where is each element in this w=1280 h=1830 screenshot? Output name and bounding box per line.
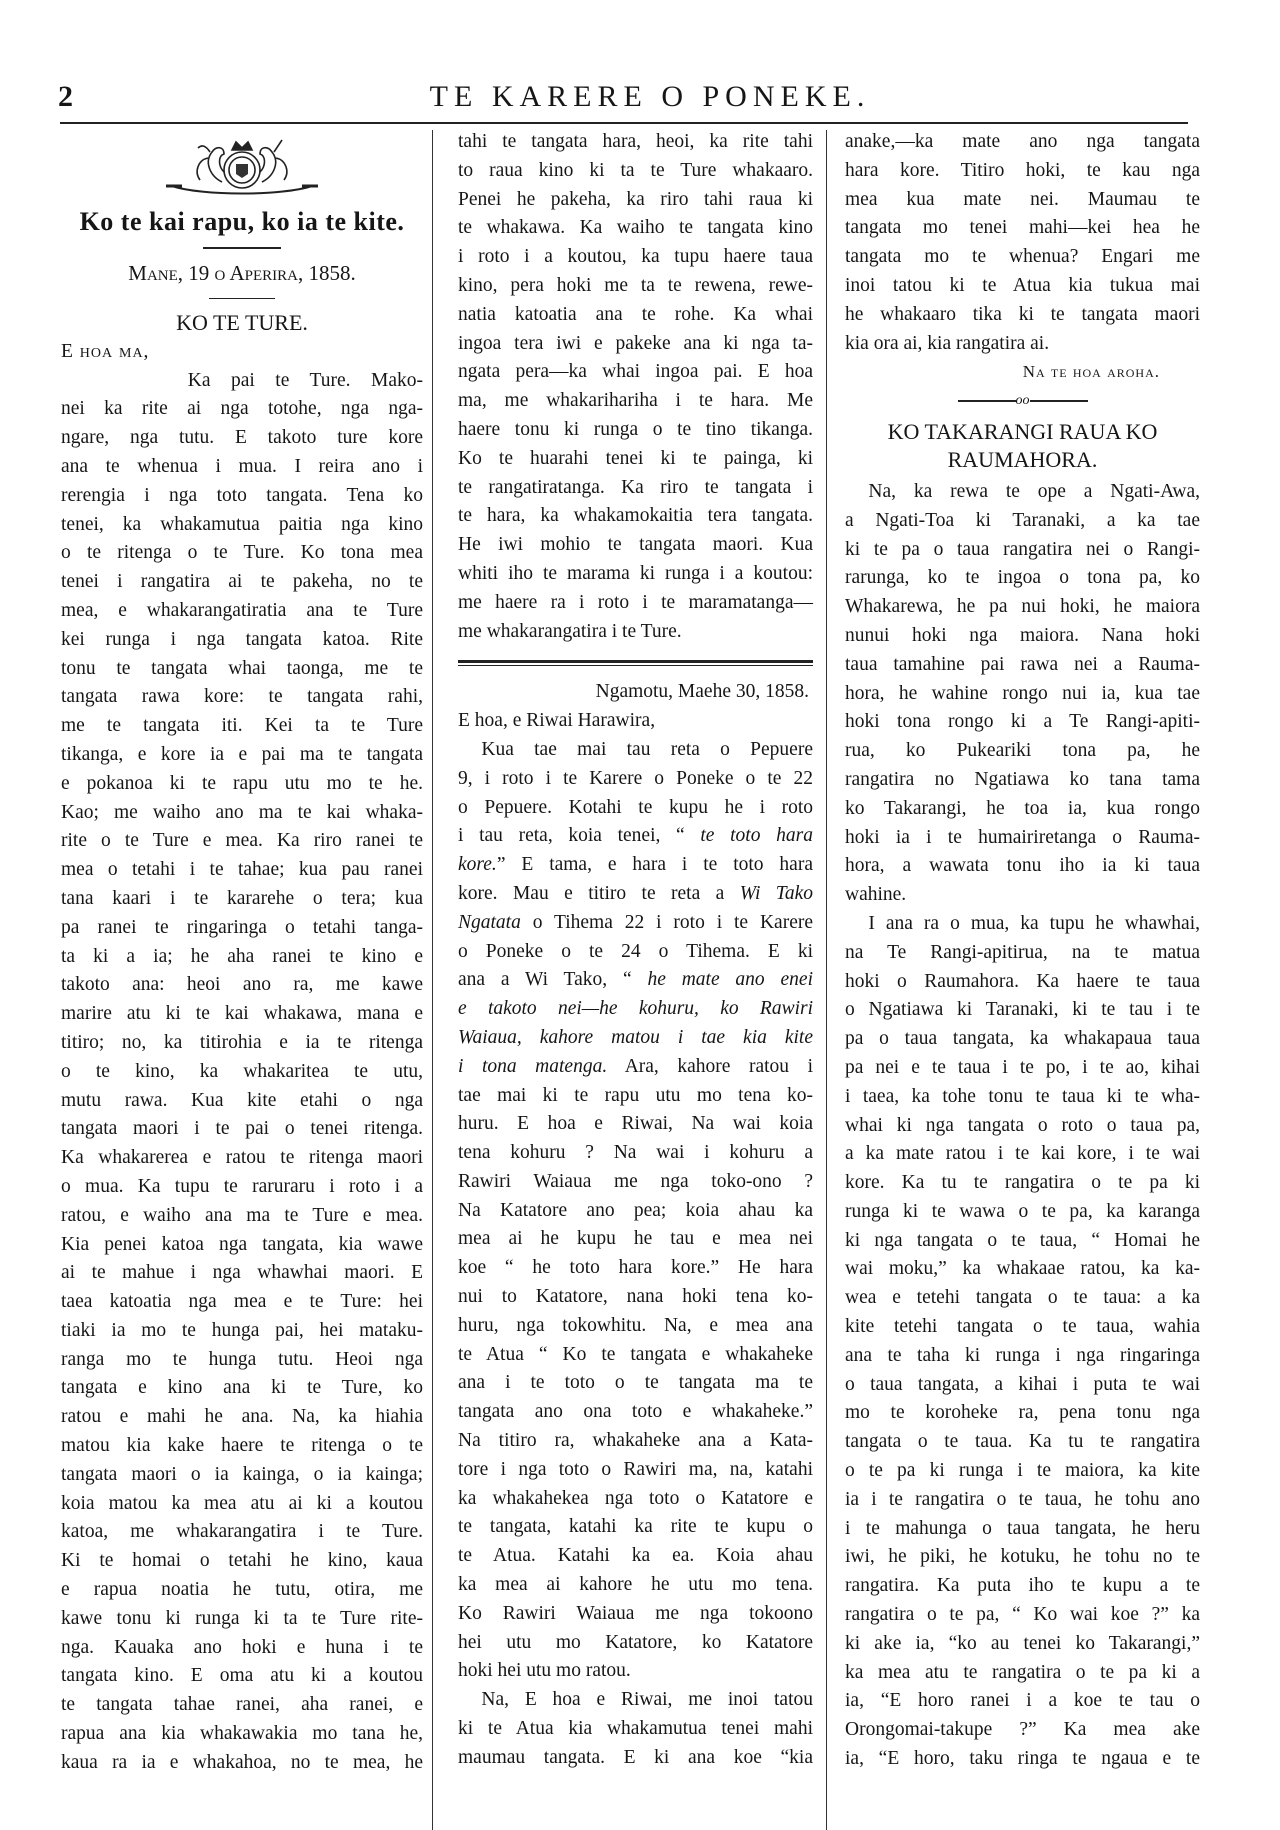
text-segment: kore. Mau e titiro te reta a [458, 882, 740, 904]
text-segment: ana a Wi Tako, “ [458, 969, 648, 991]
text-line: matou kia kake haere te ritenga o te [61, 1435, 423, 1457]
text-segment: hoki hei utu mo ratou. [458, 1660, 631, 1682]
text-line: rite o te Ture e mea. Ka riro ranei te [61, 830, 423, 852]
text-line: Ka pai te Ture. Mako- [187, 369, 423, 391]
text-line: ia, “E horo ranei i a koe te tau o [845, 1690, 1200, 1712]
letter-place-date: Ngamotu, Maehe 30, 1858. [595, 681, 809, 703]
text-line: rapua ana kia whakawakia mo tana he, [61, 1723, 423, 1745]
text-line [458, 1657, 813, 1686]
text-line: runga ki te wawa o te pa, ka karanga [845, 1200, 1200, 1222]
text-line: to raua kino ki ta te Ture whakaaro. [458, 159, 813, 181]
text-line: ko Takarangi, he toa ia, kua rongo [845, 797, 1200, 819]
text-line [458, 794, 813, 823]
text-line: mutu rawa. Kua kite etahi o nga [61, 1089, 423, 1111]
ornament: oo [1015, 393, 1030, 409]
letter-salutation: E hoa, e Riwai Harawira, [458, 710, 656, 732]
text-line: na Te Rangi-apitirua, na te matua [845, 941, 1200, 963]
column-divider [432, 130, 433, 1830]
text-line: anake,—ka mate ano nga tangata [845, 131, 1200, 152]
text-line: rangatira. Ka puta iho te kupu a te [845, 1575, 1200, 1597]
text-segment: Na Katatore ano pea; koia ahau ka [458, 1199, 813, 1221]
text-line: whai ki nga tangata o roto o taua pa, [845, 1114, 1200, 1136]
text-line [458, 1110, 813, 1139]
motto: Ko te kai rapu, ko ia te kite. [79, 207, 405, 236]
text-segment: Rawiri Waiaua me nga toko-ono ? [458, 1170, 813, 1192]
text-line: i te mahunga o taua tangata, he heru [845, 1517, 1200, 1539]
text-line: a ka mate ratou i te kai kore, i te wai [845, 1143, 1200, 1165]
salutation: E hoa ma, [61, 340, 150, 362]
text-line: wea e tetehi tangata o te taua: a ka [845, 1287, 1200, 1309]
text-line [458, 851, 813, 880]
text-line: I ana ra o mua, ka tupu he whawhai, [868, 912, 1200, 934]
text-line: Orongomai-takupe ?” Ka mea ake [845, 1719, 1200, 1741]
text-line: tangata maori i te pai o tenei ritenga. [61, 1118, 423, 1140]
letter-body-continued [845, 128, 1200, 358]
text-line: Ka whakarerea e ratou te ritenga maori [61, 1147, 423, 1169]
text-line: ngare, nga tutu. E takoto ture kore [61, 427, 423, 449]
text-line: hora, he wahine rongo nui ia, kua tae [845, 682, 1200, 704]
text-line: pa o taua tangata, ka whakapaua taua [845, 1028, 1200, 1050]
text-line: ki nga tangata o te taua, “ Homai he [845, 1229, 1200, 1251]
text-line: kino, pera hoki me ta te rewena, rewe- [458, 274, 813, 296]
text-line: tenei i rangatira ai te pakeha, no te [61, 571, 423, 593]
text-line: tangata mo te whenua? Engari me [845, 246, 1200, 268]
text-line: ngata pera—ka whai ingoa pai. E hoa [458, 361, 813, 383]
text-line: hoki tona rongo ki a Te Rangi-apiti- [845, 711, 1200, 733]
text-line [458, 1053, 813, 1082]
text-line [458, 736, 813, 765]
text-line: wai moku,” ka whakaae ratou, ka ka- [845, 1258, 1200, 1280]
text-line: ana te taha ki runga i nga ringaringa [845, 1344, 1200, 1366]
text-line: e pokanoa ki te rapu utu mo te he. [61, 772, 423, 794]
text-line [458, 1369, 813, 1398]
story-heading: KO TAKARANGI RAUA KO [887, 418, 1158, 444]
text-segment: ” E tama, e hara i te toto hara [496, 854, 813, 876]
text-line: Kia penei katoa nga tangata, kia wawe [61, 1233, 423, 1255]
text-line: Penei he pakeha, ka riro tahi raua ki [458, 188, 813, 210]
text-segment: Wi Tako [739, 882, 814, 904]
text-line: ingoa tera iwi e pakeke ana ki nga ta- [458, 332, 813, 354]
text-segment: huru, nga tokowhitu. Na, e mea ana [458, 1314, 813, 1336]
text-line: titiro; no, ka titirohia e ia te ritenga [61, 1031, 423, 1053]
letter-signature: Na te hoa aroha. [1022, 362, 1160, 382]
text-segment: e takoto nei—he kohuru, ko Rawiri [458, 998, 813, 1020]
text-line: natia katoatia ana te rohe. Ka whai [458, 303, 813, 325]
text-line: nunui hoki nga maiora. Nana hoki [845, 624, 1200, 646]
letter-body [458, 736, 813, 1773]
text-line: ranga mo te hunga tutu. Heoi nga [61, 1348, 423, 1370]
column-3 [845, 128, 1200, 1774]
text-line: marire atu ki te kai whakawa, mana e [61, 1003, 423, 1025]
text-line: whiti iho te marama ki runga i a koutou: [458, 562, 813, 584]
text-segment: Kua tae mai tau reta o Pepuere [481, 738, 813, 760]
text-line [458, 1024, 813, 1053]
text-line [458, 1341, 813, 1370]
text-line: ia, “E horo, taku ringa te ngaua e te [845, 1748, 1200, 1770]
story-body [845, 478, 1200, 1774]
text-line: taea katoatia nga mea e te Ture: hei [61, 1291, 423, 1313]
text-line [458, 1686, 813, 1715]
text-segment: ki te Atua kia whakamutua tenei mahi [458, 1718, 813, 1740]
text-line: o te ritenga o te Ture. Ko tona mea [61, 542, 423, 564]
text-line: ratou e mahi he ana. Na, ka hiahia [61, 1406, 423, 1428]
text-line: mea o tetahi i te tahae; kua pau ranei [61, 859, 423, 881]
text-line: hoki ia i te humairiretanga o Rauma- [845, 826, 1200, 848]
text-segment: ka mea ai kahore he utu mo tena. [458, 1574, 813, 1596]
text-line [458, 1168, 813, 1197]
column-divider [826, 130, 827, 1830]
text-line: tonu te tangata whai taonga, me te [61, 657, 423, 679]
text-line: e rapua noatia he tutu, otira, me [61, 1579, 423, 1601]
text-line: ta ki a ia; he aha ranei te kino e [61, 945, 423, 967]
text-line: i roto i a koutou, ka tupu haere taua [458, 246, 813, 268]
text-line: rua, ko Pukeariki tona pa, he [845, 740, 1200, 762]
text-line: Whakarewa, he pa nui hoki, he maiora [845, 596, 1200, 618]
article-body-continued [458, 128, 813, 646]
text-line: ka mea atu te rangatira o te pa ki a [845, 1661, 1200, 1683]
text-line: mea kua mate nei. Maumau te [845, 188, 1200, 210]
text-line: kei runga i nga tangata katoa. Rite [61, 628, 423, 650]
text-line: tangata e kino ana ki te Ture, ko [61, 1377, 423, 1399]
text-line [458, 909, 813, 938]
text-line: hora, a wawata tonu iho ia ki taua [845, 855, 1200, 877]
text-segment: koe “ he toto hara kore.” He hara [458, 1257, 813, 1279]
text-line: inoi tatou ki te Atua kia tukua mai [845, 274, 1200, 296]
text-line: tangata maori o ia kainga, o ia kainga; [61, 1463, 423, 1485]
text-line [458, 1254, 813, 1283]
text-line [458, 1629, 813, 1658]
text-line [458, 1744, 813, 1773]
text-segment: kore. [458, 854, 497, 876]
text-line: mo te koroheke ra, pena tonu nga [845, 1402, 1200, 1424]
rule [203, 247, 281, 249]
newspaper-title: TE KARERE O PONEKE. [429, 80, 871, 113]
text-segment: 9, i roto i te Karere o Poneke o te 22 [458, 767, 813, 789]
text-line: te whakawa. Ka waiho te tangata kino [458, 217, 813, 239]
text-segment: tangata ano ona toto e whakaheke.” [458, 1401, 813, 1423]
text-line: katoa, me whakarangatira i te Ture. [61, 1521, 423, 1543]
text-line: he whakaaro tika ki te tangata maori [845, 303, 1200, 325]
text-line [458, 1571, 813, 1600]
text-line [458, 765, 813, 794]
text-line [458, 995, 813, 1024]
text-line [458, 1456, 813, 1485]
text-segment: o Pepuere. Kotahi te kupu he i roto [458, 796, 813, 818]
text-segment: mea ai he kupu he tau e mea nei [458, 1228, 813, 1250]
text-line: te tangata tahae ranei, aha ranei, e [61, 1694, 423, 1716]
text-line: o taua tangata, a kihai i puta te wai [845, 1373, 1200, 1395]
text-line: nei ka rite ai nga totohe, nga nga- [61, 398, 423, 420]
text-line [458, 880, 813, 909]
text-line [458, 1427, 813, 1456]
text-segment: i tau reta, koia tenei, “ [458, 825, 701, 847]
text-line: ratou, e waiho ana ma te Ture e mea. [61, 1204, 423, 1226]
text-line: ki te pa o taua rangatira nei o Rangi- [845, 538, 1200, 560]
header-rule [60, 122, 1188, 124]
text-line [458, 1312, 813, 1341]
text-segment: maumau tangata. E ki ana koe “kia [458, 1746, 813, 1768]
article-heading: KO TE TURE. [176, 309, 308, 335]
text-segment: o Poneke o te 24 o Tihema. E ki [458, 940, 813, 962]
text-line [458, 1225, 813, 1254]
issue-date: Mane, 19 o Aperira, 1858. [128, 260, 356, 285]
text-segment: ka whakahekea nga toto o Katatore e [458, 1487, 813, 1509]
text-line [458, 1139, 813, 1168]
text-line: Kao; me waiho ano ma te kai whaka- [61, 801, 423, 823]
text-line: hoki o Raumahora. Ka haere te taua [845, 970, 1200, 992]
text-line: a Ngati-Toa ki Taranaki, a ka tae [845, 509, 1200, 531]
text-line [458, 1513, 813, 1542]
royal-coat-of-arms-icon [152, 132, 332, 198]
rule [209, 298, 275, 299]
text-segment: Na, E hoa e Riwai, me inoi tatou [481, 1689, 813, 1711]
double-rule [458, 660, 813, 666]
text-line: ana te whenua i mua. I reira ano i [61, 455, 423, 477]
text-line: tangata rawa kore: te tangata rahi, [61, 686, 423, 708]
text-line: kia ora ai, kia rangatira ai. [845, 332, 1050, 354]
text-line: tangata o te taua. Ka tu te rangatira [845, 1431, 1200, 1453]
text-line: taua tamahine pai rawa nei a Rauma- [845, 653, 1200, 675]
text-line: o te pa ki runga i te maiora, ka kite [845, 1460, 1200, 1482]
text-line: me te tangata iti. Kei ta te Ture [61, 715, 423, 737]
text-line: kaua ra ia e whakahoa, no te mea, he [61, 1751, 423, 1773]
text-line [458, 822, 813, 851]
text-segment: te tangata, katahi ka rite te kupu o [458, 1516, 813, 1538]
ornament-rule [845, 387, 1200, 416]
text-line: rangatira o te pa, “ Ko wai koe ?” ka [845, 1604, 1200, 1626]
text-line: tiaki ia mo te hunga pai, hei mataku- [61, 1319, 423, 1341]
text-line [458, 1398, 813, 1427]
text-line: iwi, he piki, he kotuku, he tohu no te [845, 1546, 1200, 1568]
text-line [458, 1715, 813, 1744]
text-segment: tore i nga toto o Rawiri ma, na, katahi [458, 1458, 813, 1480]
text-line: kite tetehi tangata o te taua, wahia [845, 1316, 1200, 1338]
text-segment: Ngatata [458, 911, 521, 933]
text-line: tahi te tangata hara, heoi, ka rite tahi [458, 131, 813, 152]
column-1 [61, 132, 423, 1778]
text-line: pa ranei te ringaringa o tetahi tanga- [61, 916, 423, 938]
text-line: me haere ra i roto i te maramatanga— [458, 591, 813, 613]
text-segment: te Atua “ Ko te tangata e whakaheke [458, 1343, 813, 1365]
text-segment: te toto hara [700, 825, 813, 847]
text-line [458, 1082, 813, 1111]
text-line: o mua. Ka tupu te raruraru i roto i a [61, 1175, 423, 1197]
text-line: Ko te huarahi tenei ki te painga, ki [458, 447, 813, 469]
text-segment: ana i te toto o te tangata ma te [458, 1372, 813, 1394]
text-line: koia matou ka mea atu ai ki a koutou [61, 1492, 423, 1514]
text-line [458, 938, 813, 967]
text-line: rerengia i nga toto tangata. Tena ko [61, 484, 423, 506]
text-line: tenei, ka whakamutua paitia nga kino [61, 513, 423, 535]
text-line: kore. Ka tu te rangatira o te pa ki [845, 1172, 1200, 1194]
text-segment: nui to Katatore, nana hoki tena ko- [458, 1286, 813, 1308]
text-line: mea, e whakarangatiratia ana te Ture [61, 599, 423, 621]
text-segment: Ara, kahore ratou i [607, 1055, 813, 1077]
text-line: te rangatiratanga. Ka riro te tangata i [458, 476, 813, 498]
text-segment: o Tihema 22 i roto i te Karere [520, 911, 813, 933]
text-segment: Waiaua, kahore matou i tae kia kite [458, 1026, 813, 1048]
text-line: rarunga, ko te ingoa o tona pa, ko [845, 567, 1200, 589]
text-line [458, 1283, 813, 1312]
text-line: ai te mahue i nga whawhai maori. E [61, 1262, 423, 1284]
text-segment: tena kohuru ? Na wai i kohuru a [458, 1142, 813, 1164]
text-line: i taea, ka tohe tonu te taua ki te wha- [845, 1085, 1200, 1107]
text-line [458, 1542, 813, 1571]
text-line: ki ake ia, “ko au tenei ko Takarangi,” [845, 1632, 1200, 1654]
text-line: rangatira no Ngatiawa ko tana tama [845, 768, 1200, 790]
text-segment: hei utu mo Katatore, ko Katatore [458, 1631, 813, 1653]
text-line: tangata mo tenei mahi—kei hea he [845, 217, 1200, 239]
page-number: 2 [58, 80, 73, 113]
text-line: nga. Kauaka ano hoki e huna i te [61, 1636, 423, 1658]
text-segment: Ko Rawiri Waiaua me nga tokoono [458, 1602, 813, 1624]
text-line: Ki te homai o tetahi he kino, kaua [61, 1550, 423, 1572]
text-line: tangata kino. E oma atu ki a koutou [61, 1665, 423, 1687]
text-line [458, 1600, 813, 1629]
column-2 [458, 128, 813, 1773]
text-line: te hara, ka whakamokaitia tera tangata. [458, 505, 813, 527]
text-line [458, 966, 813, 995]
text-segment: te Atua. Katahi ka ea. Koia ahau [458, 1545, 813, 1567]
text-segment: tae mai ki te rapu utu mo tena ko- [458, 1084, 813, 1106]
text-line: me whakarangatira i te Ture. [458, 620, 682, 642]
text-segment: huru. E hoa e Riwai, Na wai koia [458, 1113, 813, 1135]
text-line: pa nei e te taua i te po, i te ao, kihai [845, 1056, 1200, 1078]
story-heading-line-2: RAUMAHORA. [947, 446, 1098, 472]
text-line: ia i te rangatira o te taua, he tohu ano [845, 1488, 1200, 1510]
article-body [61, 367, 423, 1778]
text-line [458, 1485, 813, 1514]
text-line: kawe tonu ki runga ki ta te Ture rite- [61, 1607, 423, 1629]
text-segment: Na titiro ra, whakaheke ana a Kata- [458, 1430, 813, 1452]
text-line: tikanga, e kore ia e pai ma te tangata [61, 743, 423, 765]
text-segment: he mate ano enei [647, 969, 813, 991]
text-line [458, 1197, 813, 1226]
text-segment: i tona matenga. [458, 1055, 608, 1077]
text-line: ma, me whakarihariha i te hara. Me [458, 390, 813, 412]
text-line: o Ngatiawa ki Taranaki, ki te tau i te [845, 999, 1200, 1021]
text-line: o te kino, ka whakaritea te utu, [61, 1060, 423, 1082]
text-line: hara kore. Titiro hoki, te kau nga [845, 159, 1200, 181]
text-line: Na, ka rewa te ope a Ngati-Awa, [868, 480, 1200, 502]
text-line: takoto ana: heoi ano ra, me kawe [61, 974, 423, 996]
text-line: He iwi mohio te tangata maori. Kua [458, 534, 813, 556]
text-line: tana kaari i te kararehe o tera; kua [61, 887, 423, 909]
text-line: wahine. [845, 884, 907, 906]
text-line: haere tonu ki runga o te tino tikanga. [458, 418, 813, 440]
